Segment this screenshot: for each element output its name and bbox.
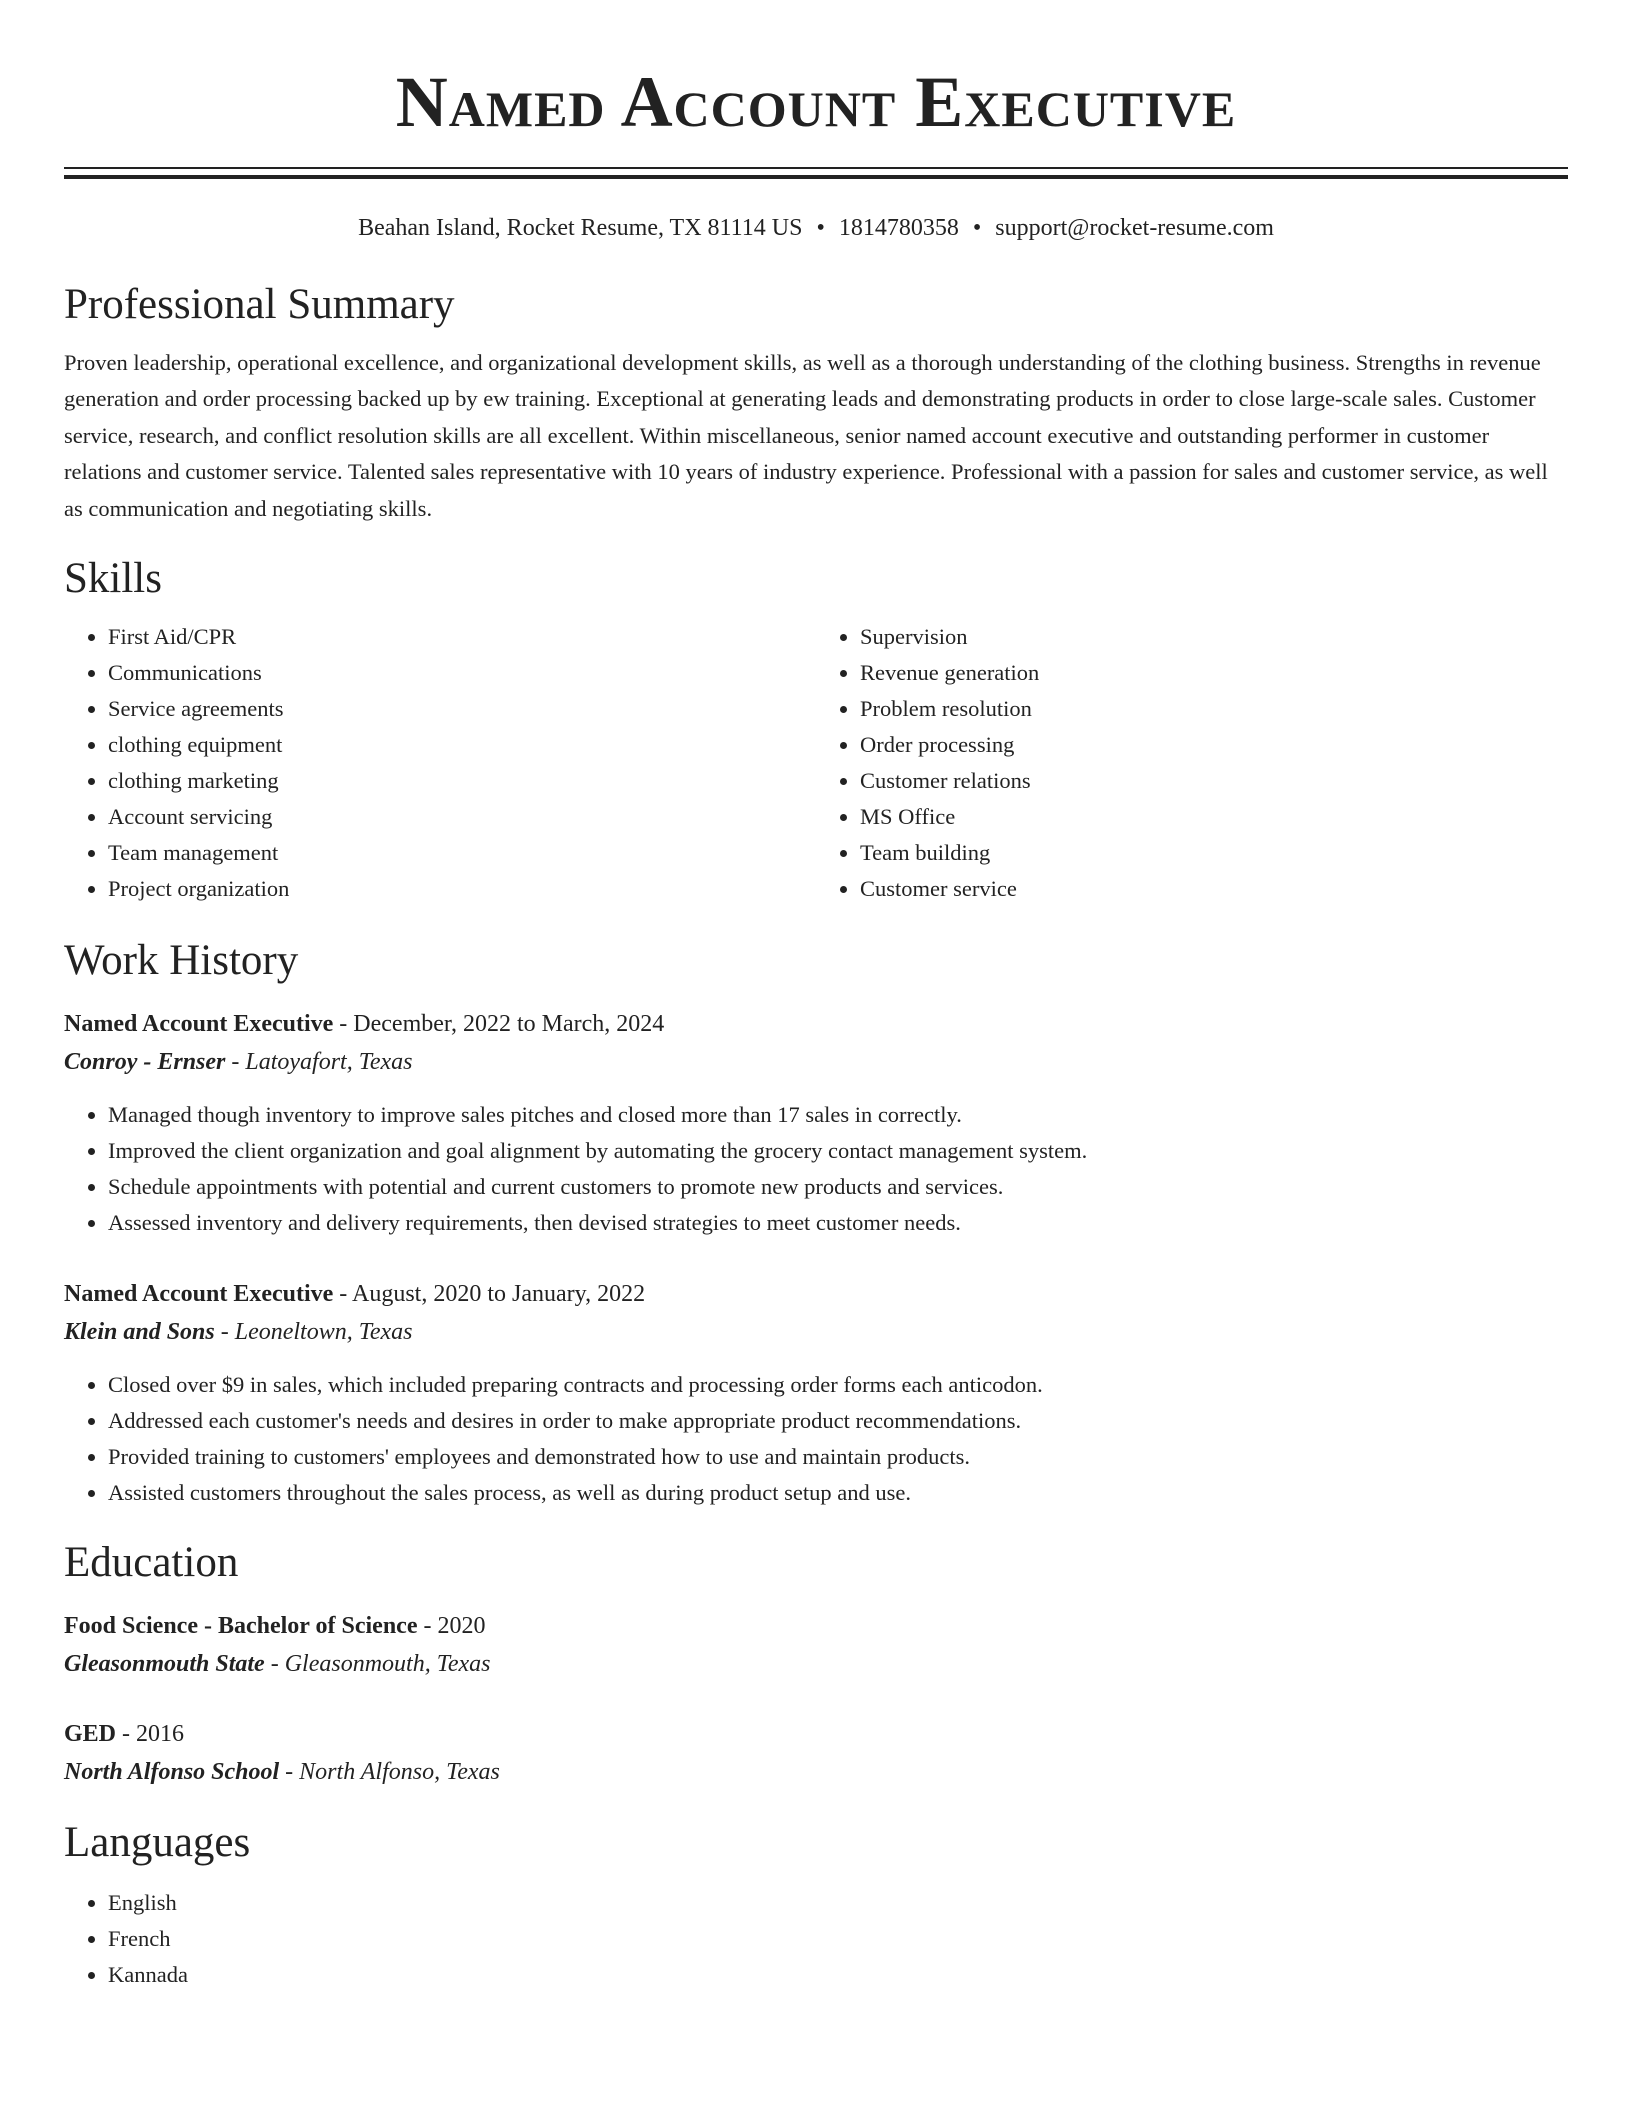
education-entry [64, 1715, 1568, 1791]
job-location: Leoneltown, Texas [234, 1319, 413, 1346]
skill-item: • Customer service [860, 871, 1568, 907]
resume-title: Named Account Executive [395, 62, 1237, 142]
contact-separator: • [972, 215, 982, 241]
graduation-year: 2016 [136, 1721, 185, 1748]
degree: GED [64, 1721, 117, 1748]
languages-heading: Languages [64, 1819, 251, 1867]
job-company: Conroy - Ernser [64, 1049, 226, 1076]
skill-item: • Team building [860, 835, 1568, 871]
school-line [64, 1645, 1568, 1683]
dash: - [270, 1651, 279, 1678]
skill-item: • Customer relations [860, 763, 1568, 799]
degree-line [64, 1715, 1568, 1753]
job-bullet: • Improved the client organization and goal alignment by automating the grocery contact management system. [108, 1133, 1568, 1169]
dash: - [231, 1049, 240, 1076]
job-company-line [64, 1313, 1568, 1351]
job-title-line [64, 1275, 1568, 1313]
skill-item: • Problem resolution [860, 691, 1568, 727]
skill-item: • Team management [108, 835, 816, 871]
school-line [64, 1753, 1568, 1791]
job-bullet: • Addressed each customer's needs and desires in order to make appropriate product recommendations. [108, 1403, 1568, 1439]
skills-columns [64, 619, 1568, 907]
language-item: • French [108, 1921, 1568, 1957]
skill-item: • Supervision [860, 619, 1568, 655]
job-dates: August, 2020 to January, 2022 [351, 1281, 646, 1308]
language-item: • Kannada [108, 1957, 1568, 1993]
graduation-year: 2020 [437, 1613, 486, 1640]
job-title: Named Account Executive [64, 1281, 334, 1308]
title-divider-thin [64, 167, 1568, 169]
skills-section [64, 553, 1568, 907]
job-bullets [64, 1097, 1568, 1241]
language-item: • English [108, 1885, 1568, 1921]
school-name: North Alfonso School [64, 1759, 280, 1786]
dash: - [122, 1721, 131, 1748]
contact-separator: • [816, 215, 825, 241]
education-entry [64, 1607, 1568, 1683]
job-bullet: • Provided training to customers' employees and demonstrated how to use and maintain products. [108, 1439, 1568, 1475]
job-bullets [64, 1367, 1568, 1511]
skill-item: • Order processing [860, 727, 1568, 763]
contact-email[interactable]: support@rocket-resume.com [995, 215, 1274, 241]
job-bullet: • Closed over $9 in sales, which included preparing contracts and processing order forms each anticodon. [108, 1367, 1568, 1403]
dash: - [339, 1281, 348, 1308]
job-title: Named Account Executive [64, 1011, 334, 1038]
work-history-section [64, 935, 1568, 1511]
job-bullet: • Schedule appointments with potential and current customers to promote new products and services. [108, 1169, 1568, 1205]
dash: - [285, 1759, 294, 1786]
degree: Food Science - Bachelor of Science [64, 1613, 418, 1640]
school-name: Gleasonmouth State [64, 1651, 265, 1678]
school-location: North Alfonso, Texas [299, 1759, 500, 1786]
contact-phone: 1814780358 [838, 215, 959, 241]
job-title-line [64, 1005, 1568, 1043]
skills-left-list [64, 619, 816, 907]
skill-item: • clothing marketing [108, 763, 816, 799]
degree-line [64, 1607, 1568, 1645]
skill-item: • Communications [108, 655, 816, 691]
school-location: Gleasonmouth, Texas [284, 1651, 491, 1678]
languages-list [64, 1885, 1568, 1993]
job-entry [64, 1005, 1568, 1241]
contact-line [64, 212, 1568, 244]
skill-item: • Service agreements [108, 691, 816, 727]
skill-item: • MS Office [860, 799, 1568, 835]
skill-item: • Revenue generation [860, 655, 1568, 691]
work-history-heading: Work History [64, 937, 299, 985]
summary-section [64, 279, 1568, 527]
summary-text: Proven leadership, operational excellence, and organizational development skills, as well as a thorough understanding of the clothing business. Strengths in revenue generation and order processing backed up by ew training. Exceptional at generating leads and demonstrating products in order to close large-scale sales. Customer service, research, and conflict resolution skills are all excellent. Within miscellaneous, senior named account executive and outstanding performer in customer relations and customer service. Talented sales representative with 10 years of industry experience. Professional with a passion for sales and customer service, as well as communication and negotiating skills. [64, 350, 1548, 521]
job-bullet: • Managed though inventory to improve sales pitches and closed more than 17 sales in correctly. [108, 1097, 1568, 1133]
title-divider-thick [64, 175, 1568, 179]
skill-item: • Project organization [108, 871, 816, 907]
education-heading: Education [64, 1539, 239, 1587]
languages-section [64, 1817, 1568, 1993]
skills-right-list [816, 619, 1568, 907]
job-company-line [64, 1043, 1568, 1081]
job-bullet: • Assisted customers throughout the sales process, as well as during product setup and use. [108, 1475, 1568, 1511]
skill-item: • clothing equipment [108, 727, 816, 763]
summary-heading: Professional Summary [64, 281, 455, 328]
job-company: Klein and Sons [64, 1319, 215, 1346]
education-section [64, 1537, 1568, 1791]
skill-item: • First Aid/CPR [108, 619, 816, 655]
job-dates: December, 2022 to March, 2024 [353, 1011, 665, 1038]
skill-item: • Account servicing [108, 799, 816, 835]
job-bullet: • Assessed inventory and delivery requirements, then devised strategies to meet customer needs. [108, 1205, 1568, 1241]
contact-address: Beahan Island, Rocket Resume, TX 81114 US [358, 215, 803, 241]
dash: - [220, 1319, 229, 1346]
skills-heading: Skills [64, 555, 162, 603]
job-location: Latoyafort, Texas [245, 1049, 413, 1076]
job-entry [64, 1275, 1568, 1511]
dash: - [339, 1011, 348, 1038]
dash: - [423, 1613, 432, 1640]
